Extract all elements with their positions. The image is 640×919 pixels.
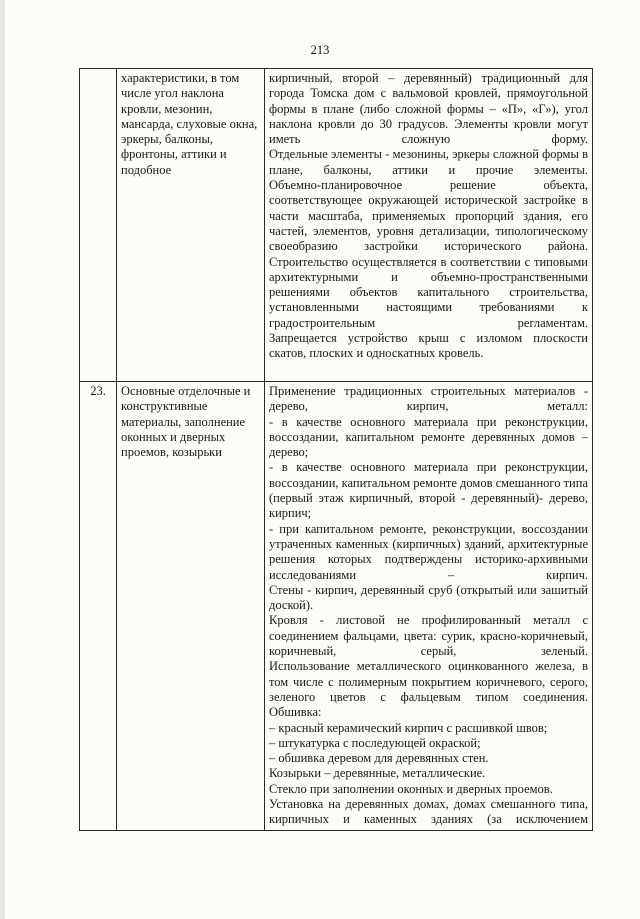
requirements-paragraph: – штукатурка с последующей окраской; — [269, 735, 481, 750]
page-number: 213 — [310, 43, 330, 57]
requirements-paragraph: Объемно-планировочное решение объекта, соответствующее окружающей исторической застройке в части масштаба, применяемых пропорций здания, его частей, элементов, уровня детализации, типологическому своеобразию застройки исторического района. — [269, 178, 588, 254]
regulations-table — [79, 68, 593, 831]
requirements-paragraph: кирпичный, второй – деревянный) традиционный для города Томска дом с вальмовой кровлей, прямоугольной формы в плане (либо сложной формы – «П», «Г»), угол наклона кровли до 30 градусов. Элементы кровли могут иметь сложную форму. — [269, 71, 588, 147]
requirements-paragraph: - в качестве основного материала при реконструкции, воссоздании, капитальном ремонте деревянных домов – дерево; — [269, 414, 588, 460]
requirements-paragraph: Запрещается устройство крыш с изломом плоскости скатов, плоских и односкатных кровель. — [269, 331, 588, 361]
requirements-paragraph: Стены - кирпич, деревянный сруб (открытый или зашитый доской). — [269, 582, 588, 613]
requirements-paragraph: Применение традиционных строительных материалов - дерево, кирпич, металл: — [269, 384, 588, 414]
requirements-paragraph: - в качестве основного материала при реконструкции, воссоздании, капитальном ремонте домов смешанного типа (первый этаж кирпичный, второй - деревянный)- дерево, кирпич; — [269, 460, 588, 521]
table-row — [80, 382, 593, 831]
requirements-paragraph: Козырьки – деревянные, металлические. — [269, 766, 486, 781]
requirements-paragraph: Кровля - листовой не профилированный металл с соединением фальцами, цвета: сурик, красно-коричневый, коричневый, серый, зеленый. — [269, 613, 588, 659]
requirements-paragraph: Использование металлического оцинкованного железа, в том числе с полимерным покрытием коричневого, серого, зеленого цветов с фальцевым типом соединения. — [269, 659, 588, 704]
requirements-paragraph: - при капитальном ремонте, реконструкции, воссоздании утраченных каменных (кирпичных) зданий, архитектурные решения которых подтверждены историко-архивными исследованиями – кирпич. — [269, 521, 588, 582]
requirements-paragraph: – обшивка деревом для деревянных стен. — [269, 751, 489, 766]
parameter-name-cell: характеристики, в том числе угол наклона кровли, мезонин, мансарда, слуховые окна, эркеры, балконы, фронтоны, аттики и подобное — [117, 69, 265, 382]
requirements-cell — [265, 382, 593, 831]
row-number-cell: 23. — [80, 382, 117, 831]
requirements-paragraph: Отдельные элементы - мезонины, эркеры сложной формы в плане, балконы, аттики и прочие элементы. — [269, 147, 588, 177]
table-row — [80, 69, 593, 382]
requirements-paragraph: Установка на деревянных домах, домах смешанного типа, кирпичных и каменных зданиях (за исключением — [269, 797, 588, 827]
requirements-paragraph: Строительство осуществляется в соответствии с типовыми архитектурными и объемно-пространственными решениями объектов капитального строительства, установленными настоящими требованиями к градостроительным регламентам. — [269, 254, 588, 330]
requirements-paragraph: Обшивка: — [269, 705, 322, 720]
row-number-cell — [80, 69, 117, 382]
requirements-cell — [265, 69, 593, 382]
parameter-name-cell: Основные отделочные и конструктивные материалы, заполнение оконных и дверных проемов, козырьки — [117, 382, 265, 831]
requirements-paragraph: – красный керамический кирпич с расшивкой швов; — [269, 720, 548, 735]
scan-edge — [0, 0, 5, 919]
requirements-paragraph: Стекло при заполнении оконных и дверных проемов. — [269, 781, 553, 796]
